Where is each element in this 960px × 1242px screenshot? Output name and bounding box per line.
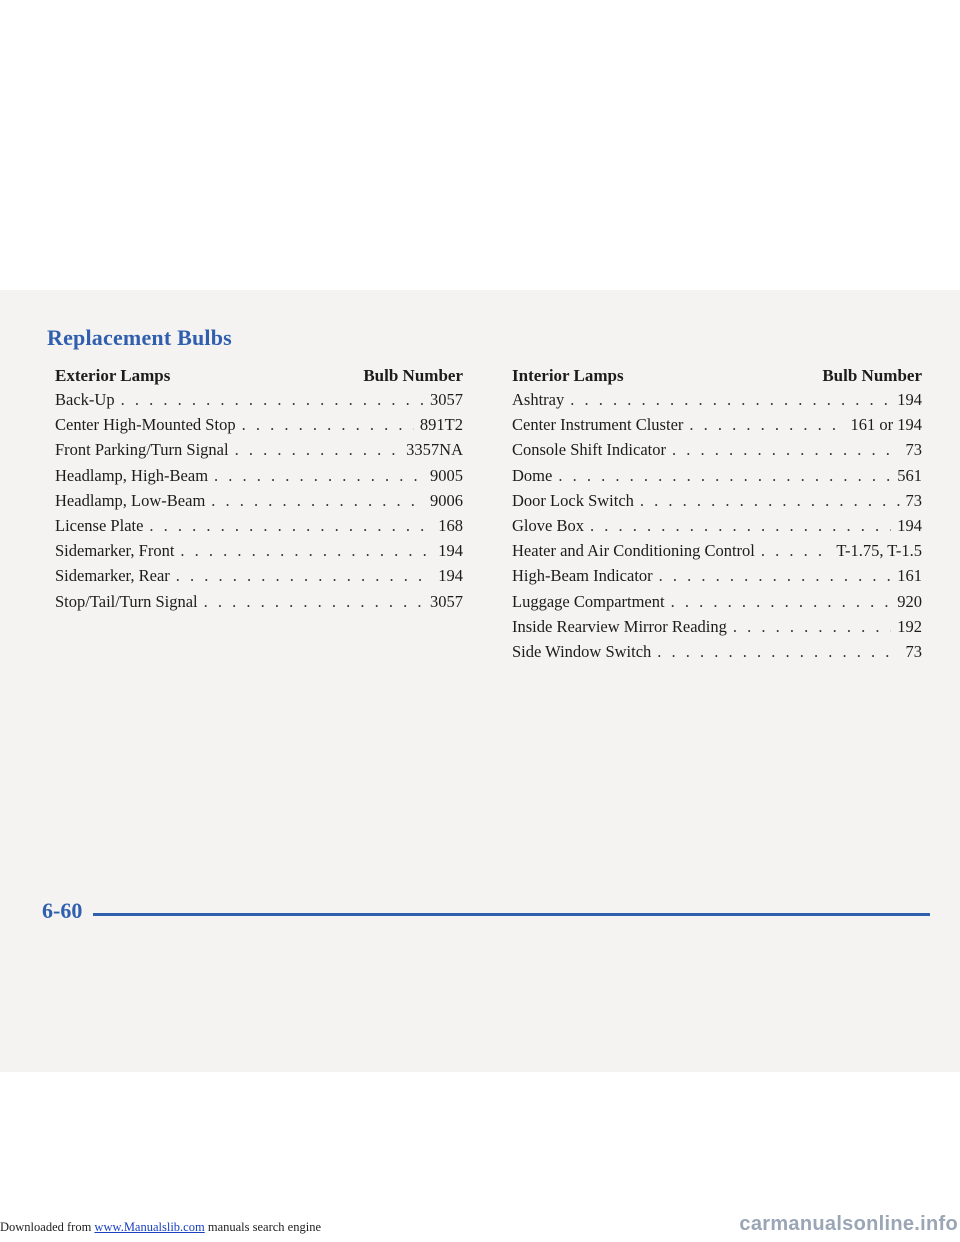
lamp-name: Headlamp, High-Beam: [55, 465, 209, 485]
table-row: [55, 415, 463, 440]
bulb-number: 73: [905, 641, 922, 661]
exterior-rows: [55, 390, 463, 617]
lamp-name: Sidemarker, Front: [55, 541, 175, 561]
table-row: [512, 642, 922, 667]
dot-leader: [235, 440, 401, 460]
bulb-number: 9006: [430, 490, 463, 510]
bulb-number: 192: [897, 616, 922, 636]
table-row: [512, 541, 922, 566]
table-row: [55, 390, 463, 415]
footer-rule: [93, 913, 930, 916]
lamp-name: Stop/Tail/Turn Signal: [55, 591, 198, 611]
lamp-name: Heater and Air Conditioning Control: [512, 541, 755, 561]
bulb-number: 194: [438, 541, 463, 561]
table-row: [512, 390, 922, 415]
lamp-name: Door Lock Switch: [512, 490, 634, 510]
lamp-name: Back-Up: [55, 390, 115, 409]
table-row: [55, 466, 463, 491]
interior-table-header: [512, 365, 922, 387]
dot-leader: [242, 415, 414, 435]
lamp-name: Glove Box: [512, 515, 584, 535]
exterior-header-label: Exterior Lamps: [55, 366, 171, 385]
lamp-name: Center High-Mounted Stop: [55, 415, 236, 435]
download-note: [0, 1220, 321, 1235]
table-row: [512, 440, 922, 465]
bulb-number: 891T2: [419, 415, 463, 435]
table-row: [55, 541, 463, 566]
lamp-name: License Plate: [55, 515, 144, 535]
lamp-name: Headlamp, Low-Beam: [55, 490, 206, 510]
table-row: [512, 415, 922, 440]
bulb-number: 9005: [430, 465, 463, 485]
download-note-prefix: Downloaded from: [0, 1220, 95, 1234]
dot-leader: [590, 516, 891, 536]
manual-page: [0, 290, 960, 1072]
lamp-name: Inside Rearview Mirror Reading: [512, 616, 727, 636]
watermark: carmanualsonline.info: [739, 1213, 958, 1235]
dot-leader: [214, 466, 424, 486]
dot-leader: [657, 642, 899, 662]
dot-leader: [121, 390, 424, 410]
bulb-number: T-1.75, T-1.5: [836, 541, 922, 561]
dot-leader: [672, 440, 900, 460]
bulb-number: 920: [897, 591, 922, 611]
dot-leader: [204, 592, 424, 612]
lamp-name: Dome: [512, 465, 553, 485]
table-row: [55, 440, 463, 465]
download-note-suffix: manuals search engine: [204, 1220, 321, 1234]
lamp-name: Ashtray: [512, 390, 565, 409]
bulb-number: 73: [905, 440, 922, 460]
interior-header-bulb-number: Bulb Number: [822, 366, 922, 385]
bulb-number: 73: [905, 490, 922, 510]
table-row: [55, 491, 463, 516]
dot-leader: [733, 617, 891, 637]
bulb-number: 561: [897, 465, 922, 485]
table-row: [512, 466, 922, 491]
lamp-name: High-Beam Indicator: [512, 566, 653, 586]
dot-leader: [659, 566, 892, 586]
dot-leader: [180, 541, 432, 561]
bulb-number: 3057: [430, 591, 463, 611]
page-number: 6-60: [42, 898, 83, 923]
dot-leader: [558, 466, 891, 486]
lamp-name: Side Window Switch: [512, 641, 652, 661]
exterior-header-bulb-number: Bulb Number: [363, 366, 463, 385]
dot-leader: [671, 592, 892, 612]
dot-leader: [211, 491, 424, 511]
dot-leader: [689, 415, 844, 435]
table-row: [512, 516, 922, 541]
exterior-table-header: [55, 365, 463, 387]
bulb-number: 3057: [430, 390, 463, 409]
table-row: [512, 491, 922, 516]
section-title: Replacement Bulbs: [47, 325, 232, 350]
lamp-name: Luggage Compartment: [512, 591, 665, 611]
dot-leader: [761, 541, 831, 561]
dot-leader: [640, 491, 900, 511]
interior-lamps-table: [512, 365, 922, 667]
lamp-name: Front Parking/Turn Signal: [55, 440, 229, 460]
dot-leader: [570, 390, 891, 410]
interior-header-label: Interior Lamps: [512, 366, 624, 385]
dot-leader: [149, 516, 432, 536]
interior-rows: [512, 390, 922, 667]
bulb-number: 194: [438, 566, 463, 586]
bulb-number: 3357NA: [406, 440, 463, 460]
bulb-number: 168: [438, 515, 463, 535]
bulb-number: 194: [897, 515, 922, 535]
lamp-name: Console Shift Indicator: [512, 440, 666, 460]
table-row: [55, 592, 463, 617]
bulb-number: 161: [897, 566, 922, 586]
lamp-name: Center Instrument Cluster: [512, 415, 684, 435]
exterior-lamps-table: [55, 365, 463, 617]
page-footer: [42, 898, 930, 928]
bulb-number: 161 or 194: [850, 415, 922, 435]
table-row: [512, 592, 922, 617]
table-row: [55, 516, 463, 541]
table-row: [55, 566, 463, 591]
table-row: [512, 566, 922, 591]
bulb-number: 194: [897, 390, 922, 409]
lamp-name: Sidemarker, Rear: [55, 566, 170, 586]
table-row: [512, 617, 922, 642]
dot-leader: [176, 566, 432, 586]
manualslib-link[interactable]: www.Manualslib.com: [94, 1220, 205, 1234]
